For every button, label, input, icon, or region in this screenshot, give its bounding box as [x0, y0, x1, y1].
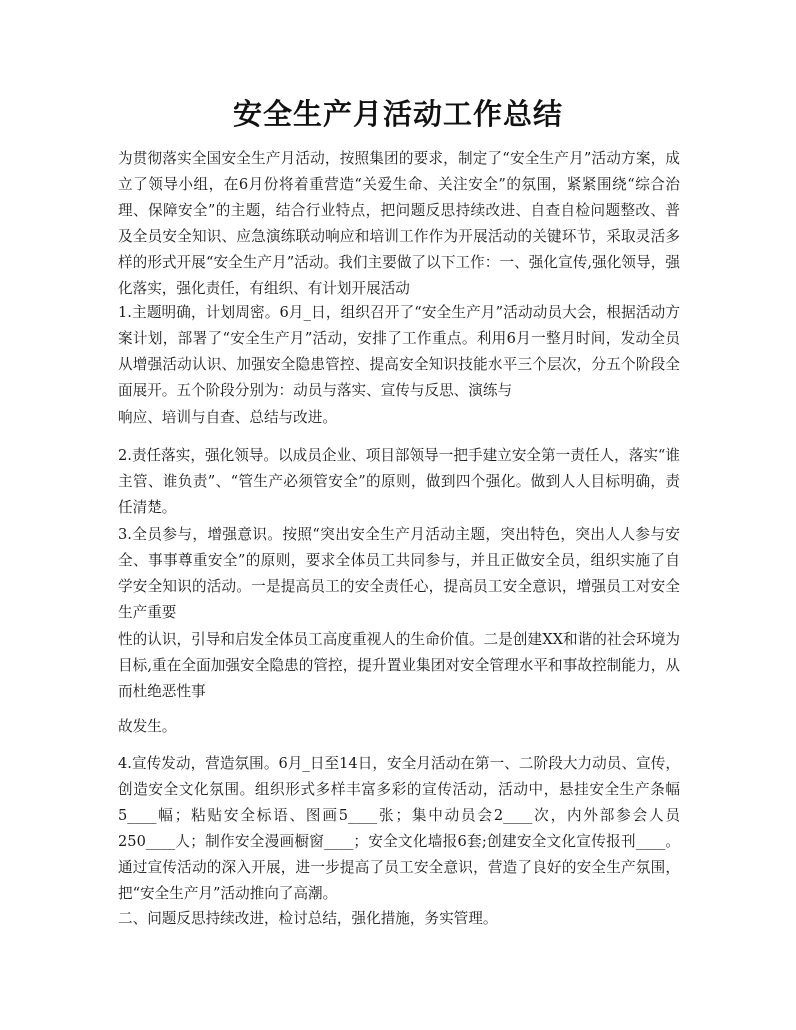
paragraph-item-4: 4.宣传发动，营造氛围。6月_日至14日，安全月活动在第一、二阶段大力动员、宣传，创造安全文化氛围。组织形式多样丰富多彩的宣传活动，活动中，悬挂安全生产条幅5____幅；粘贴安全标语、图画5____张；集中动员会2____次，内外部参会人员250____人；制作安全漫画橱窗____；安全文化墙报6套;创建安全文化宣传报刊____。通过宣传活动的深入开展，进一步提高了员工安全意识，营造了良好的安全生产氛围，把“安全生产月”活动推向了高潮。	[118, 755, 680, 902]
paragraph-intro: 为贯彻落实全国安全生产月活动，按照集团的要求，制定了“安全生产月”活动方案，成立了领导小组，在6月份将着重营造“关爱生命、关注安全”的氛围，紧紧围绕“综合治理、保障安全”的主题，结合行业特点，把问题反思持续改进、自查自检问题整改、普及全员安全知识、应急演练联动响应和培训工作作为开展活动的关键环节，采取灵活多样的形式开展“安全生产月”活动。我们主要做了以下工作：一、强化宣传,强化领导，强化落实，强化责任，有组织、有计划开展活动	[118, 150, 680, 297]
paragraph-item-2: 2.责任落实，强化领导。以成员企业、项目部领导一把手建立安全第一责任人，落实“谁主管、谁负责”、“管生产必须管安全”的原则，做到四个强化。做到人人目标明确，责任清楚。	[118, 447, 680, 516]
paragraph-item-3: 3.全员参与，增强意识。按照“突出安全生产月活动主题，突出特色，突出人人参与安全、事事尊重安全”的原则，要求全体员工共同参与，并且正做安全员，组织实施了自学安全知识的活动。一是提高员工的安全责任心，提高员工安全意识，增强员工对安全生产重要	[118, 526, 680, 621]
document-title: 安全生产月活动工作总结	[232, 97, 563, 131]
paragraph-item-1-continued: 响应、培训与自查、总结与改进。	[118, 409, 337, 426]
paragraph-item-3-continued: 性的认识，引导和启发全体员工高度重视人的生命价值。二是创建XX和谐的社会环境为目标,重在全面加强安全隐患的管控，提升置业集团对安全管理水平和事故控制能力，从而杜绝恶性事	[118, 631, 680, 700]
paragraph-item-3-end: 故发生。	[118, 718, 177, 735]
section-heading-2: 二、问题反思持续改进，检讨总结，强化措施，务实管理。	[118, 910, 498, 927]
paragraph-item-1: 1.主题明确，计划周密。6月_日，组织召开了“安全生产月”活动动员大会，根据活动方案计划，部署了“安全生产月”活动，安排了工作重点。利用6月一整月时间，发动全员从增强活动认识、加强安全隐患管控、提高安全知识技能水平三个层次，分五个阶段全面展开。五个阶段分别为：动员与落实、宣传与反思、演练与	[118, 304, 680, 399]
